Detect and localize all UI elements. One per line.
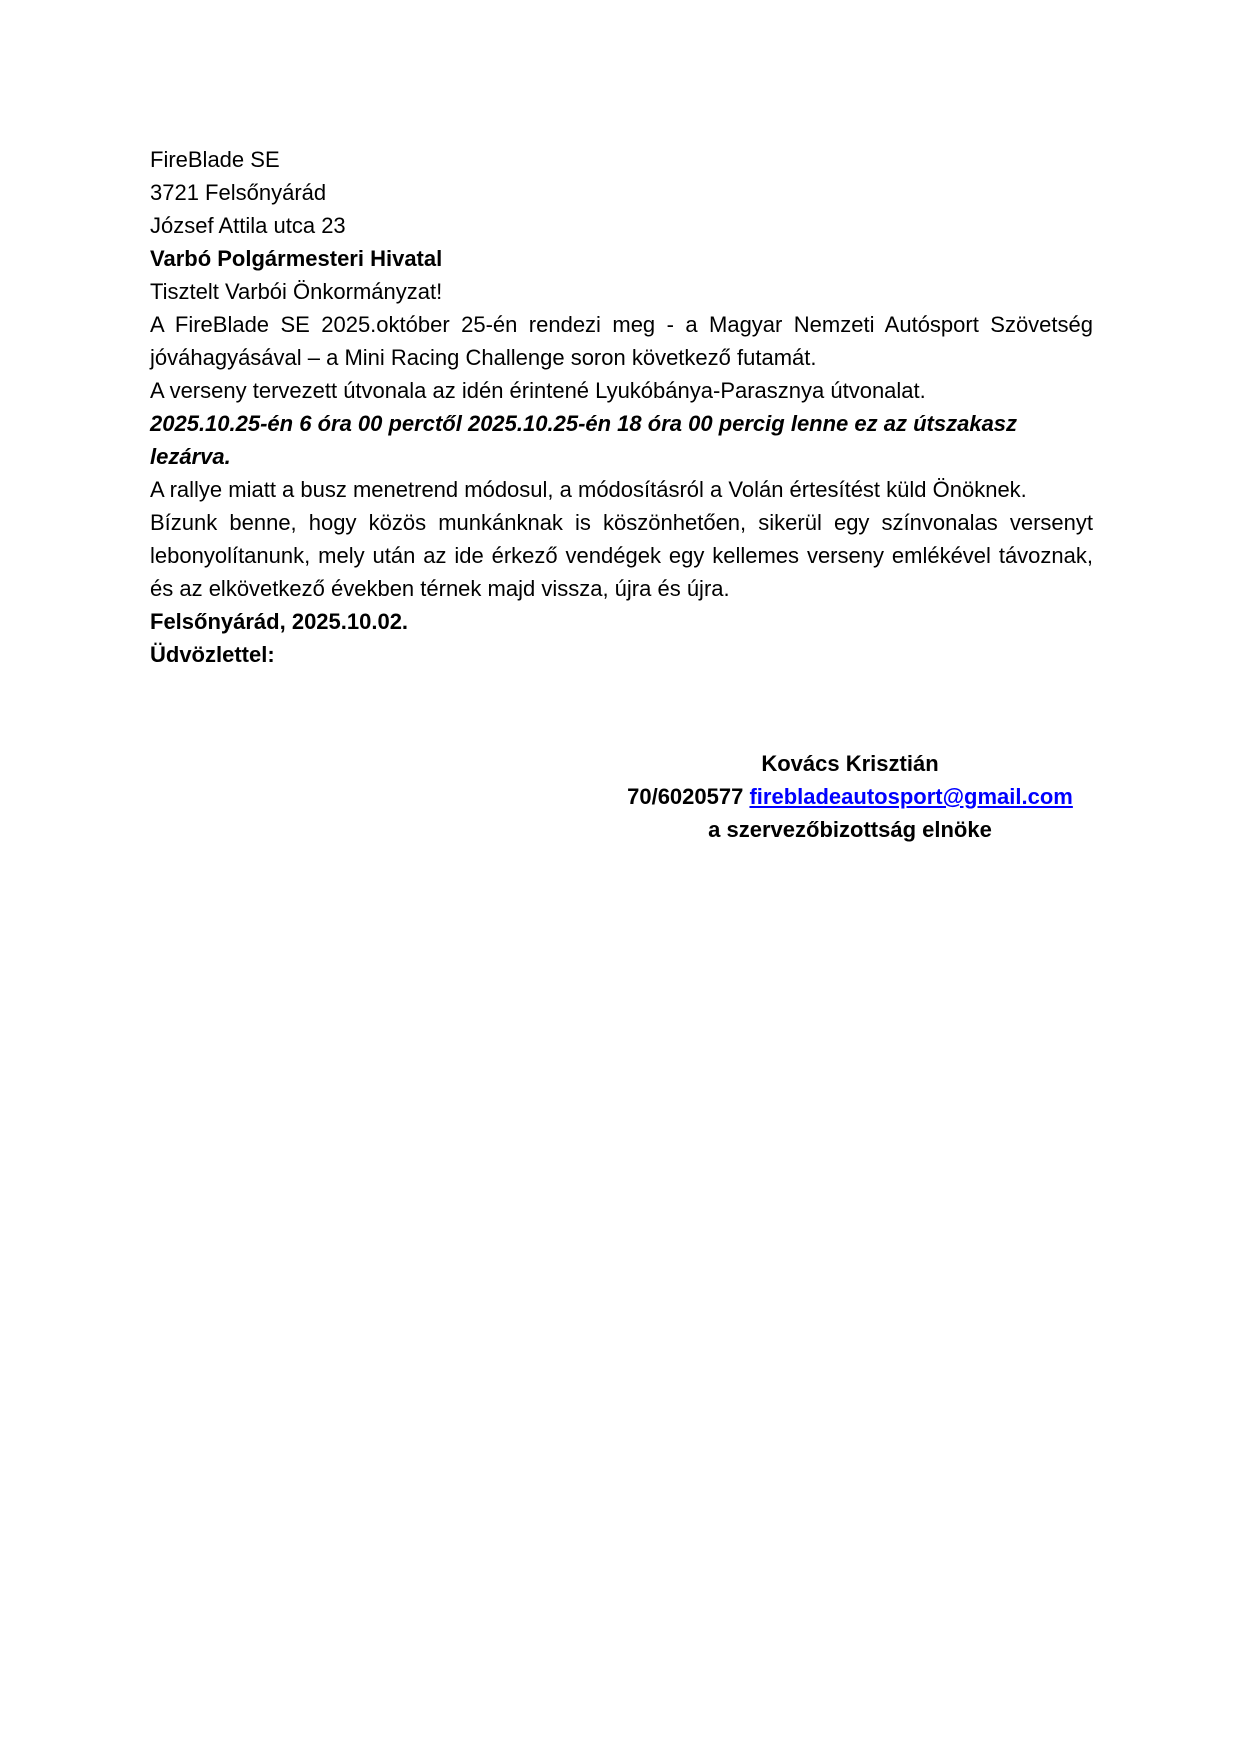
signature-email-link[interactable]: firebladeautosport@gmail.com	[749, 784, 1073, 809]
signature-contact-line	[560, 780, 1140, 813]
signature-phone: 70/6020577	[627, 784, 744, 809]
place-and-date-line: Felsőnyárád, 2025.10.02.	[150, 609, 409, 634]
body-paragraph-bus-schedule: A rallye miatt a busz menetrend módosul, a módosításról a Volán értesítést küld Önöknek.	[150, 477, 1027, 502]
recipient-name: Varbó Polgármesteri Hivatal	[150, 246, 443, 271]
sender-street-address: József Attila utca 23	[150, 213, 346, 238]
sender-postal-city: 3721 Felsőnyárád	[150, 180, 327, 205]
body-paragraph-event-announcement: A FireBlade SE 2025.október 25-én rendezi meg - a Magyar Nemzeti Autósport Szövetség jóváhagyásával – a Mini Racing Challenge soron következő futamát.	[150, 312, 1093, 370]
closing-salutation: Üdvözlettel:	[150, 642, 275, 667]
body-paragraph-cooperation: Bízunk benne, hogy közös munkánknak is köszönhetően, sikerül egy színvonalas versenyt lebonyolítanunk, mely után az ide érkező vendégek egy kellemes verseny emlékével távoznak, és az elkövetkező években térnek majd vissza, újra és újra.	[150, 510, 1093, 601]
body-paragraph-road-closure: 2025.10.25-én 6 óra 00 perctől 2025.10.25-én 18 óra 00 percig lenne ez az útszakasz lezárva.	[150, 411, 1018, 469]
signature-block	[560, 747, 1140, 846]
body-paragraph-route: A verseny tervezett útvonala az idén érintené Lyukóbánya-Parasznya útvonalat.	[150, 378, 926, 403]
sender-name: FireBlade SE	[150, 147, 280, 172]
salutation: Tisztelt Varbói Önkormányzat!	[150, 279, 443, 304]
signature-name: Kovács Krisztián	[761, 751, 939, 776]
signature-role-title: a szervezőbizottság elnöke	[708, 817, 992, 842]
